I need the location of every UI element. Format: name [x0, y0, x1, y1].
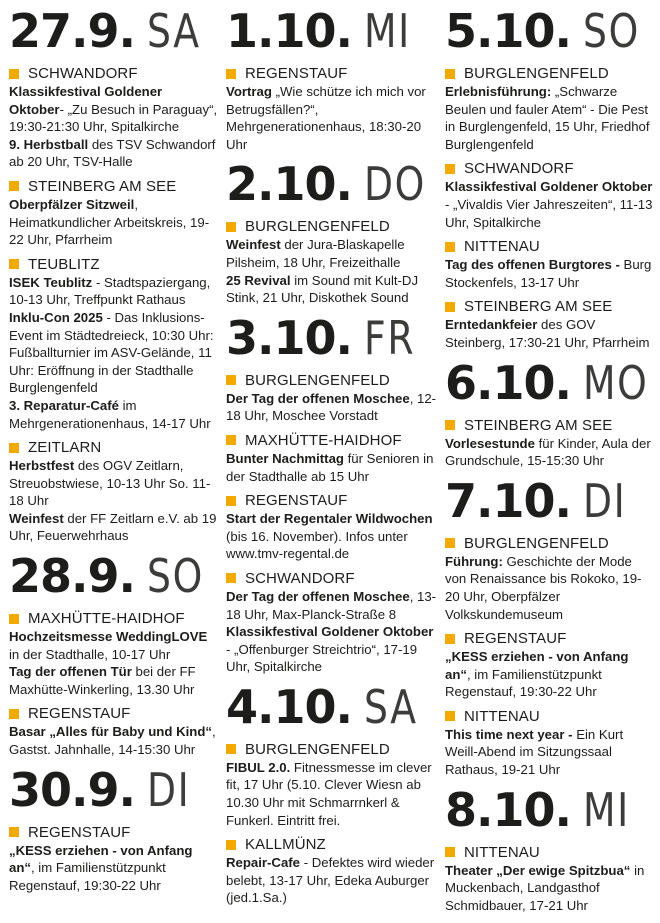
- place-heading: [445, 843, 655, 862]
- day-heading: [445, 783, 655, 837]
- event-details: des OGV Zeitlarn, Streuobstwiese, 10-13 Uhr So. 11-18 Uhr: [9, 458, 211, 509]
- day-heading: [226, 680, 438, 734]
- place-heading: [226, 740, 438, 759]
- calendar-column-3: [445, 0, 655, 914]
- calendar-column-2: [226, 0, 438, 907]
- event-title: ISEK Teublitz: [9, 274, 93, 290]
- place-name: NITTENAU: [464, 238, 540, 256]
- event-details: des GOV Steinberg, 17:30-21 Uhr, Pfarrheim: [445, 317, 650, 350]
- event-title: Inklu-Con 2025: [9, 309, 103, 325]
- event-title: Vortrag: [226, 84, 272, 99]
- place-heading: [226, 64, 438, 83]
- event-details: des TSV Schwandorf ab 20 Uhr, TSV-Halle: [9, 136, 216, 170]
- day-date: 28.9.: [9, 549, 135, 604]
- day-date: 27.9.: [9, 4, 135, 58]
- square-bullet-icon: [445, 69, 455, 79]
- place-name: KALLMÜNZ: [245, 836, 326, 854]
- event-details: Ein Kurt Weill-Abend im Sitzungssaal Rathaus, 19-21 Uhr: [445, 726, 624, 778]
- event-title: „KESS erziehen - von Anfang an“: [445, 649, 629, 682]
- day-weekday: FR: [363, 310, 416, 365]
- event-entry: [226, 854, 438, 907]
- event-entry: [226, 623, 438, 676]
- event-details: - „Zu Besuch in Paraguay“, 19:30-21:30 Uhr, Spitalkirche: [9, 101, 218, 135]
- square-bullet-icon: [9, 443, 19, 453]
- place-name: BURGLENGENFELD: [245, 371, 390, 389]
- square-bullet-icon: [226, 496, 236, 506]
- square-bullet-icon: [226, 840, 236, 850]
- square-bullet-icon: [226, 69, 236, 79]
- square-bullet-icon: [226, 744, 236, 754]
- event-entry: [9, 196, 219, 249]
- day-heading: [9, 4, 219, 58]
- place-name: NITTENAU: [464, 843, 540, 861]
- event-details: - „Vivaldis Vier Jahreszeiten“, 11-13 Uhr, Spitalkirche: [445, 196, 653, 230]
- event-details: (bis 16. November). Infos unter www.tmv-regental.de: [226, 528, 408, 562]
- place-name: SCHWANDORF: [245, 569, 355, 587]
- event-details: , im Familienstützpunkt Regenstauf, 19:30-22 Uhr: [445, 666, 602, 700]
- event-details: für Senioren in der Stadthalle ab 15 Uhr: [226, 450, 434, 484]
- day-weekday: SO: [146, 549, 204, 604]
- place-name: STEINBERG AM SEE: [28, 177, 177, 195]
- event-entry: [445, 648, 655, 701]
- event-entry: [9, 628, 219, 663]
- day-date: 7.10.: [445, 473, 571, 528]
- event-title: Klassikfestival Goldener Oktober: [445, 179, 653, 195]
- event-title: Der Tag der offenen Moschee: [226, 390, 410, 406]
- place-heading: [226, 569, 438, 588]
- square-bullet-icon: [445, 711, 455, 721]
- square-bullet-icon: [445, 420, 455, 430]
- place-heading: [9, 255, 219, 274]
- event-details: - Das Inklusions-Event im Städtedreieck, 10:30 Uhr: Fußballturnier im ASV-Gelände, 11 Uhr: Eröffnung in der Stadthalle Burglengenfeld: [9, 309, 214, 396]
- event-details: , 13-18 Uhr, Max-Planck-Straße 8: [226, 588, 437, 622]
- event-details: Fitnessmesse im clever fit, 17 Uhr (5.10. Clever Wiesn ab 10.30 Uhr mit Schmarrnkerl & Funkerl. Eintritt frei.: [226, 759, 432, 828]
- event-details: Geschichte der Mode von Renaissance bis Rokoko, 19-20 Uhr, Oberpfälzer Volkskundemuseum: [445, 553, 642, 622]
- event-title: Vorlesestunde: [445, 435, 535, 451]
- place-heading: [226, 491, 438, 510]
- place-name: STEINBERG AM SEE: [464, 298, 613, 316]
- event-details: im Sound mit Kult-DJ Stink, 21 Uhr, Diskothek Sound: [226, 272, 419, 306]
- day-weekday: SO: [582, 4, 640, 58]
- square-bullet-icon: [226, 222, 236, 232]
- place-heading: [9, 704, 219, 723]
- event-details: - Defektes wird wieder belebt, 13-17 Uhr, Edeka Auburger (jed.1.Sa.): [226, 855, 435, 906]
- square-bullet-icon: [9, 614, 19, 624]
- event-title: Tag des offenen Burgtores -: [445, 257, 620, 273]
- day-date: 5.10.: [445, 4, 571, 58]
- place-heading: [226, 431, 438, 450]
- event-details: Burg Stockenfels, 13-17 Uhr: [445, 257, 652, 290]
- event-title: Weinfest: [226, 237, 281, 253]
- event-entry: [445, 178, 655, 231]
- event-details: - Stadtspaziergang, 10-13 Uhr, Treffpunkt Rathaus: [9, 274, 211, 308]
- event-entry: [445, 83, 655, 153]
- event-title: 9. Herbstball: [9, 136, 89, 152]
- event-details: , 12-18 Uhr, Moschee Vorstadt: [226, 390, 437, 424]
- event-details: bei der FF Maxhütte-Winkerling, 13.30 Uhr: [9, 664, 196, 697]
- event-entry: [226, 450, 438, 485]
- square-bullet-icon: [445, 538, 455, 548]
- day-date: 3.10.: [226, 310, 352, 365]
- square-bullet-icon: [226, 573, 236, 583]
- place-heading: [226, 371, 438, 390]
- place-heading: [445, 64, 655, 83]
- event-details: in der Stadthalle, 10-17 Uhr: [9, 646, 171, 662]
- place-name: TEUBLITZ: [28, 255, 100, 273]
- day-date: 8.10.: [445, 782, 571, 837]
- day-heading: [445, 356, 655, 410]
- place-name: REGENSTAUF: [28, 705, 131, 723]
- place-name: NITTENAU: [464, 707, 540, 725]
- event-title: Hochzeitsmesse WeddingLOVE: [9, 629, 208, 645]
- day-heading: [226, 4, 438, 58]
- event-entry: [9, 457, 219, 510]
- day-weekday: MI: [582, 782, 630, 837]
- event-details: , Heimatkundlicher Arbeitskreis, 19-22 Uhr, Pfarrheim: [9, 196, 210, 248]
- square-bullet-icon: [9, 259, 19, 269]
- place-heading: [445, 159, 655, 178]
- event-entry: [226, 588, 438, 623]
- event-title: Führung:: [445, 553, 503, 569]
- event-details: der Jura-Blaskapelle Pilsheim, 18 Uhr, Freizeithalle: [226, 237, 405, 270]
- day-date: 4.10.: [226, 679, 352, 734]
- event-entry: [226, 390, 438, 425]
- day-heading: [445, 4, 655, 58]
- event-details: im Mehrgenerationenhaus, 14-17 Uhr: [9, 397, 211, 431]
- event-entry: [445, 316, 655, 351]
- square-bullet-icon: [9, 69, 19, 79]
- event-entry: [9, 83, 219, 136]
- event-title: Repair-Cafe: [226, 855, 301, 871]
- place-heading: [9, 823, 219, 842]
- event-title: Weinfest: [9, 510, 64, 526]
- place-name: MAXHÜTTE-HAIDHOF: [245, 431, 402, 449]
- event-entry: [9, 663, 219, 698]
- event-title: FIBUL 2.0.: [226, 759, 291, 775]
- event-title: „KESS erziehen - von Anfang an“: [9, 842, 193, 876]
- event-entry: [9, 842, 219, 895]
- place-name: REGENSTAUF: [245, 492, 348, 510]
- place-name: MAXHÜTTE-HAIDHOF: [28, 610, 185, 628]
- day-weekday: MO: [582, 355, 649, 410]
- place-name: STEINBERG AM SEE: [464, 416, 613, 434]
- square-bullet-icon: [445, 634, 455, 644]
- square-bullet-icon: [445, 164, 455, 174]
- day-weekday: MI: [363, 4, 411, 58]
- place-heading: [445, 237, 655, 256]
- event-entry: [9, 397, 219, 432]
- event-title: Erntedankfeier: [445, 317, 538, 333]
- event-title: Klassikfestival Goldener Oktober: [9, 84, 163, 117]
- place-heading: [9, 177, 219, 196]
- event-title: Klassikfestival Goldener Oktober: [226, 624, 434, 640]
- place-heading: [445, 416, 655, 435]
- square-bullet-icon: [226, 435, 236, 445]
- place-heading: [445, 707, 655, 726]
- event-title: Theater „Der ewige Spitzbua“: [445, 862, 631, 878]
- event-details: „Schwarze Beulen und fauler Atem“ - Die Pest in Burglengenfeld, 15 Uhr, Friedhof Burglengenfeld: [445, 84, 650, 152]
- place-name: REGENSTAUF: [245, 65, 348, 82]
- day-date: 2.10.: [226, 157, 352, 212]
- day-date: 1.10.: [226, 4, 352, 58]
- square-bullet-icon: [226, 375, 236, 385]
- event-details: in Muckenbach, Landgasthof Schmidbauer, 17-21 Uhr: [445, 862, 645, 913]
- place-heading: [445, 297, 655, 316]
- event-entry: [9, 723, 219, 758]
- place-heading: [445, 629, 655, 648]
- day-weekday: SA: [146, 4, 201, 58]
- square-bullet-icon: [9, 827, 19, 837]
- place-name: BURGLENGENFELD: [245, 218, 390, 236]
- square-bullet-icon: [445, 242, 455, 252]
- event-entry: [9, 274, 219, 309]
- day-date: 30.9.: [9, 762, 135, 817]
- event-entry: [445, 553, 655, 623]
- event-details: der FF Zeitlarn e.V. ab 19 Uhr, Feuerwehrhaus: [9, 510, 217, 544]
- place-name: REGENSTAUF: [464, 630, 567, 648]
- day-heading: [226, 311, 438, 365]
- place-name: SCHWANDORF: [464, 160, 574, 178]
- event-entry: [226, 83, 438, 153]
- event-entry: [445, 862, 655, 915]
- place-name: SCHWANDORF: [28, 65, 138, 82]
- place-heading: [9, 64, 219, 83]
- day-weekday: DO: [363, 157, 427, 212]
- place-heading: [226, 217, 438, 236]
- event-entry: [9, 309, 219, 397]
- event-title: Oberpfälzer Sitzweil: [9, 196, 135, 212]
- event-entry: [445, 726, 655, 779]
- place-name: REGENSTAUF: [28, 823, 131, 841]
- day-date: 6.10.: [445, 355, 571, 410]
- event-title: Tag der offenen Tür: [9, 664, 132, 680]
- event-entry: [226, 510, 438, 563]
- event-details: „Wie schütze ich mich vor Betrugsfällen?“, Mehrgenerationenhaus, 18:30-20 Uhr: [226, 84, 426, 152]
- event-details: , im Familienstützpunkt Regenstauf, 19:30-22 Uhr: [9, 860, 166, 893]
- event-title: Bunter Nachmittag: [226, 450, 344, 466]
- square-bullet-icon: [445, 847, 455, 857]
- place-name: BURGLENGENFELD: [245, 740, 390, 758]
- calendar-column-1: [9, 0, 219, 894]
- day-weekday: DI: [582, 473, 627, 528]
- place-heading: [226, 835, 438, 854]
- event-entry: [226, 236, 438, 271]
- event-entry: [445, 256, 655, 291]
- square-bullet-icon: [445, 302, 455, 312]
- event-entry: [9, 136, 219, 171]
- event-entry: [226, 272, 438, 307]
- place-heading: [445, 534, 655, 553]
- day-heading: [9, 763, 219, 817]
- day-weekday: DI: [146, 762, 191, 817]
- place-heading: [9, 609, 219, 628]
- event-title: 3. Reparatur-Café: [9, 397, 119, 413]
- event-details: , Gastst. Jahnhalle, 14-15:30 Uhr: [9, 724, 216, 758]
- event-title: Herbstfest: [9, 458, 75, 474]
- event-details: - „Offenburger Streichtrio“, 17-19 Uhr, Spitalkirche: [226, 641, 418, 675]
- event-title: This time next year -: [445, 726, 573, 742]
- day-heading: [9, 549, 219, 603]
- square-bullet-icon: [9, 709, 19, 719]
- event-title: 25 Revival: [226, 272, 291, 288]
- day-weekday: SA: [363, 679, 418, 734]
- place-heading: [9, 438, 219, 457]
- day-heading: [226, 157, 438, 211]
- place-name: BURGLENGENFELD: [464, 534, 609, 552]
- place-name: ZEITLARN: [28, 439, 102, 457]
- event-entry: [226, 759, 438, 829]
- event-entry: [445, 435, 655, 470]
- event-title: Basar „Alles für Baby und Kind“: [9, 724, 212, 740]
- event-details: für Kinder, Aula der Grundschule, 15-15:30 Uhr: [445, 435, 651, 469]
- event-title: Erlebnisführung:: [445, 84, 552, 99]
- square-bullet-icon: [9, 181, 19, 191]
- event-title: Start der Regentaler Wildwochen: [226, 511, 433, 527]
- event-title: Der Tag der offenen Moschee: [226, 588, 410, 604]
- day-heading: [445, 474, 655, 528]
- place-name: BURGLENGENFELD: [464, 65, 609, 82]
- event-entry: [9, 510, 219, 545]
